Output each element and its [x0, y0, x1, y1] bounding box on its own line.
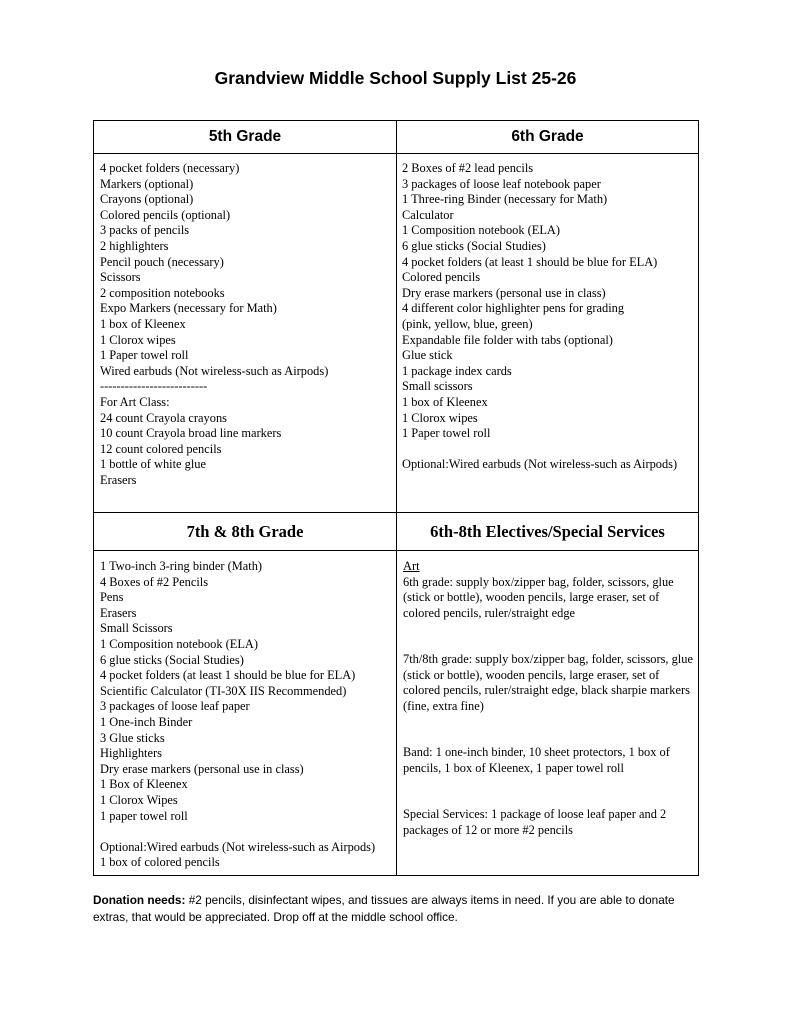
- row-divider: [94, 512, 698, 513]
- list-item: 4 pocket folders (at least 1 should be blue for ELA): [402, 254, 658, 269]
- list-item: Markers (optional): [100, 176, 194, 191]
- list-item: 1 bottle of white glue: [100, 457, 206, 472]
- list-item: 1 Clorox wipes: [402, 410, 478, 425]
- art-78-grade: 7th/8th grade: supply box/zipper bag, folder, scissors, glue (stick or bottle), wooden pencils, large eraser, set of colored pencils, ruler/straight edge, black sharpie markers (fine, extra fine): [403, 652, 693, 713]
- list-item: 1 paper towel roll: [100, 808, 188, 823]
- list-item: 12 count colored pencils: [100, 441, 222, 456]
- list-item: 3 packages of loose leaf paper: [100, 699, 250, 714]
- list-item: Colored pencils: [402, 270, 481, 285]
- art-label: Art: [403, 559, 420, 573]
- list-item: 4 pocket folders (necessary): [100, 161, 240, 175]
- list-item: Scientific Calculator (TI-30X IIS Recommended): [100, 683, 347, 698]
- list-item: 1 Three-ring Binder (necessary for Math): [402, 192, 608, 207]
- optional-item: Optional:Wired earbuds (Not wireless-such as Airpods): [402, 457, 678, 472]
- list-item: 1 Clorox wipes: [100, 332, 176, 347]
- list-item: 2 composition notebooks: [100, 285, 225, 300]
- list-item: Colored pencils (optional): [100, 207, 231, 222]
- grade78-list: [100, 559, 375, 871]
- art-6th-grade: 6th grade: supply box/zipper bag, folder, scissors, glue (stick or bottle), wooden pencils, large eraser, set of colored pencils, ruler/straight edge: [403, 574, 674, 620]
- list-item: 6 glue sticks (Social Studies): [402, 238, 546, 253]
- list-item: Erasers: [100, 605, 137, 620]
- list-item: 3 Glue sticks: [100, 730, 165, 745]
- list-item: 1 box of Kleenex: [402, 394, 488, 409]
- list-item: 2 Boxes of #2 lead pencils: [402, 161, 534, 175]
- list-item: Small scissors: [402, 379, 473, 394]
- list-item: Glue stick: [402, 348, 453, 363]
- separator-line: --------------------------: [100, 379, 208, 394]
- list-item: Expandable file folder with tabs (optional): [402, 332, 613, 347]
- donation-text: #2 pencils, disinfectant wipes, and tissues are always items in need. If you are able to donate extras, that would be appreciated. Drop off at the middle school office.: [93, 893, 675, 924]
- list-item: 6 glue sticks (Social Studies): [100, 652, 244, 667]
- list-item: (pink, yellow, blue, green): [402, 316, 533, 331]
- list-item: 24 count Crayola crayons: [100, 410, 227, 425]
- list-item: Erasers: [100, 472, 137, 487]
- list-item: Pens: [100, 590, 124, 605]
- grade5-heading: 5th Grade: [208, 128, 282, 145]
- electives-cell: [397, 559, 698, 875]
- list-item: 1 Box of Kleenex: [100, 777, 188, 792]
- special-services-section: Special Services: 1 package of loose leaf paper and 2 packages of 12 or more #2 pencils: [403, 807, 667, 837]
- list-item: 10 count Crayola broad line markers: [100, 426, 282, 441]
- row-divider: [94, 550, 698, 551]
- list-item: Pencil pouch (necessary): [100, 254, 224, 269]
- page-title: Grandview Middle School Supply List 25-26: [214, 68, 577, 88]
- grade6-list: [402, 161, 677, 473]
- list-item: Expo Markers (necessary for Math): [100, 301, 277, 316]
- list-item: Small Scissors: [100, 621, 173, 636]
- list-item: 1 box of colored pencils: [100, 855, 220, 870]
- list-item: 4 Boxes of #2 Pencils: [100, 574, 209, 589]
- grade5-list: [100, 161, 328, 488]
- list-item: 4 pocket folders (at least 1 should be blue for ELA): [100, 668, 356, 683]
- list-item: 1 Paper towel roll: [402, 426, 491, 441]
- list-item: 1 Composition notebook (ELA): [402, 223, 560, 238]
- art-section: [403, 559, 695, 621]
- electives-heading: 6th-8th Electives/Special Services: [430, 522, 665, 541]
- donation-label: Donation needs:: [93, 893, 186, 907]
- grade6-heading: 6th Grade: [511, 128, 584, 145]
- list-item: Calculator: [402, 207, 454, 222]
- list-item: 1 box of Kleenex: [100, 316, 186, 331]
- list-item: 2 highlighters: [100, 238, 169, 253]
- row-divider: [94, 153, 698, 154]
- list-item: 1 Composition notebook (ELA): [100, 636, 258, 651]
- list-item: Crayons (optional): [100, 192, 194, 207]
- list-item: 1 Paper towel roll: [100, 348, 189, 363]
- list-item: 1 Two-inch 3-ring binder (Math): [100, 559, 263, 573]
- list-item: 1 package index cards: [402, 363, 512, 378]
- optional-item: Optional:Wired earbuds (Not wireless-such as Airpods): [100, 839, 376, 854]
- list-item: Dry erase markers (personal use in class): [402, 285, 606, 300]
- list-item: Dry erase markers (personal use in class): [100, 761, 304, 776]
- band-section: Band: 1 one-inch binder, 10 sheet protectors, 1 box of pencils, 1 box of Kleenex, 1 paper towel roll: [403, 745, 670, 775]
- list-item: 3 packs of pencils: [100, 223, 190, 238]
- supply-table: [93, 120, 699, 876]
- list-item: Scissors: [100, 270, 141, 285]
- list-item: 1 Clorox Wipes: [100, 792, 178, 807]
- list-item: For Art Class:: [100, 394, 170, 409]
- list-item: 1 One-inch Binder: [100, 714, 193, 729]
- list-item: 4 different color highlighter pens for grading: [402, 301, 625, 316]
- donation-note: [93, 892, 693, 926]
- list-item: 3 packages of loose leaf notebook paper: [402, 176, 601, 191]
- list-item: Highlighters: [100, 746, 162, 761]
- grade78-heading: 7th & 8th Grade: [186, 522, 304, 541]
- list-item: Wired earbuds (Not wireless-such as Airpods): [100, 363, 329, 378]
